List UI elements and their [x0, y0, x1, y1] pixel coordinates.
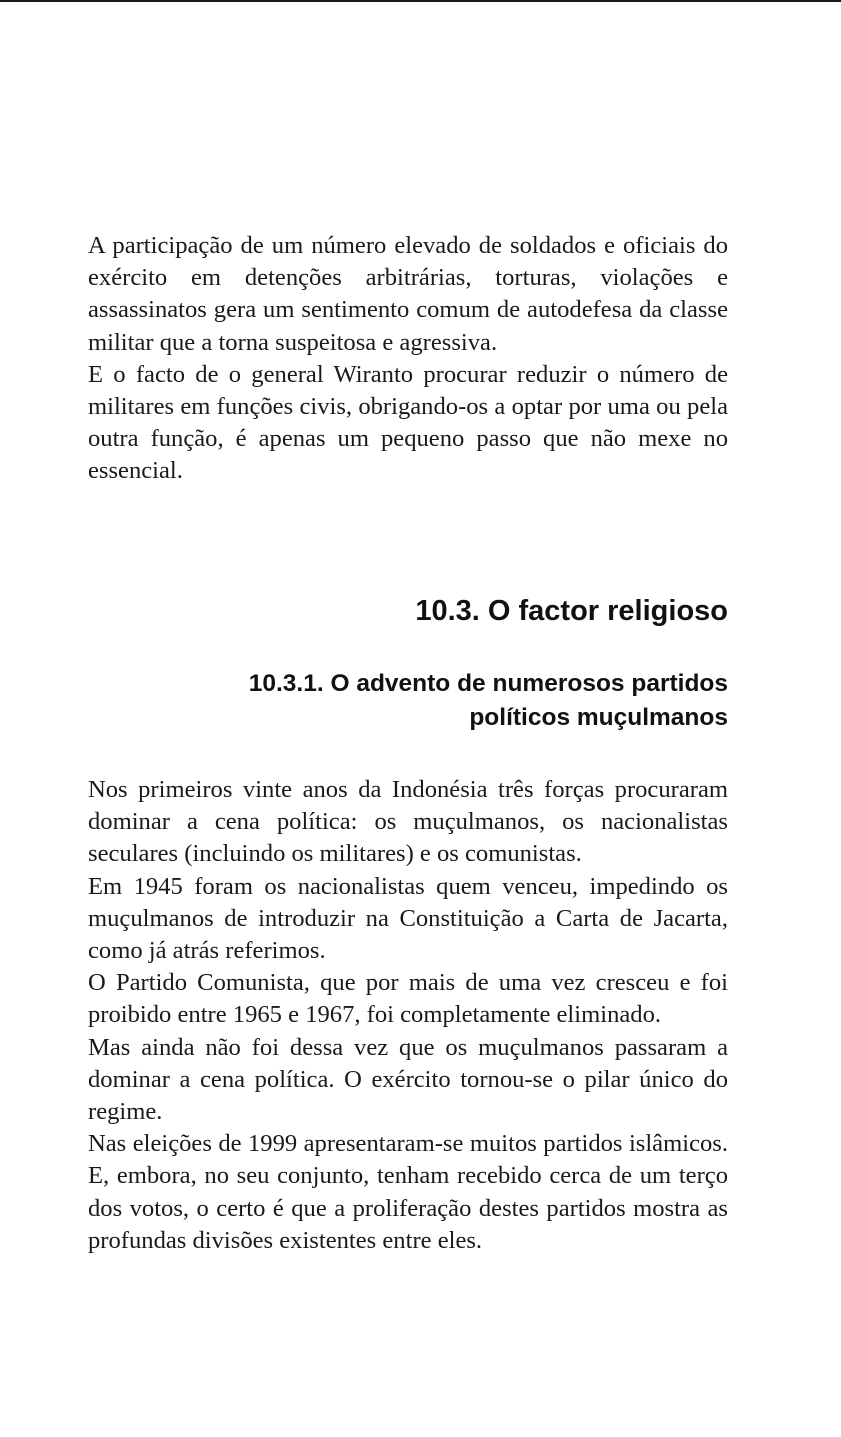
paragraph: O Partido Comunista, que por mais de uma vez cresceu e foi proibido entre 1965 e 1967, foi completamente eliminado. — [88, 969, 728, 1029]
subsection-heading-line-1: 10.3.1. O advento de numerosos partidos — [248, 670, 728, 697]
subsection-heading — [249, 667, 728, 735]
body-text-top — [88, 230, 728, 488]
paragraph: Mas ainda não foi dessa vez que os muçulmanos passaram a dominar a cena política. O exército tornou-se o pilar único do regime. — [88, 1033, 728, 1126]
page-top-edge — [0, 0, 841, 2]
paragraph: A participação de um número elevado de soldados e oficiais do exército em detenções arbitrárias, torturas, violações e assassinatos gera um sentimento comum de autodefesa da classe militar que a torna suspeitosa e agressiva. — [88, 232, 728, 356]
paragraph: Em 1945 foram os nacionalistas quem venceu, impedindo os muçulmanos de introduzir na Constituição a Carta de Jacarta, como já atrás referimos. — [88, 872, 728, 965]
paragraph: Nos primeiros vinte anos da Indonésia três forças procuraram dominar a cena política: os muçulmanos, os nacionalistas seculares (incluindo os militares) e os comunistas. — [88, 776, 728, 868]
paragraph: Nas eleições de 1999 apresentaram-se muitos partidos islâmicos. E, embora, no seu conjunto, tenham recebido cerca de um terço dos votos, o certo é que a proliferação destes partidos mostra as profundas divisões existentes entre eles. — [88, 1130, 728, 1254]
section-heading — [415, 594, 728, 628]
paragraph: E o facto de o general Wiranto procurar reduzir o número de militares em funções civis, obrigando-os a optar por uma ou pela outra função, é apenas um pequeno passo que não mexe no essencial. — [88, 360, 728, 485]
body-text-bottom — [88, 774, 728, 1257]
subsection-heading-line-2: políticos muçulmanos — [469, 704, 728, 731]
section-heading-text: 10.3. O factor religioso — [415, 595, 728, 627]
